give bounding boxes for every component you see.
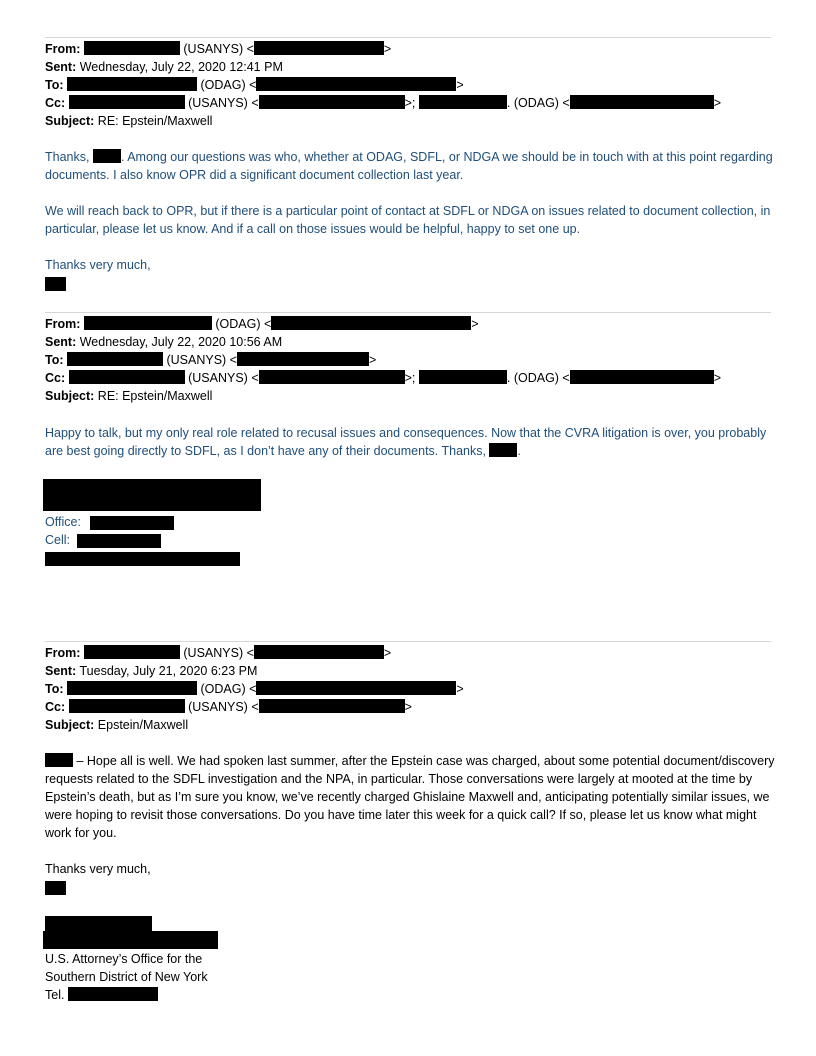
redaction — [67, 77, 197, 91]
from-line: From: (USANYS) < > — [45, 646, 392, 660]
signature-redaction — [45, 881, 66, 895]
office-line: Office: — [45, 515, 81, 529]
signoff: Thanks very much, — [45, 862, 151, 876]
to-line: To: (ODAG) < > — [45, 682, 464, 696]
redaction — [271, 316, 471, 330]
message-paragraph: Happy to talk, but my only real role related to recusal issues and consequences. Now that the CVRA litigation is over, you probably are best going directly to SDFL, as I don’t have any of their documents. Thanks, . — [45, 426, 767, 458]
redaction — [259, 95, 405, 109]
from-line: From: (ODAG) < > — [45, 317, 479, 331]
message-paragraph: We will reach back to OPR, but if there is a particular point of contact at SDFL or NDGA on issues related to document collection, in particular, please let us know. And if a call on those issues would be helpful, happy to set one up. — [45, 204, 771, 236]
redaction — [45, 552, 240, 566]
redaction — [254, 41, 384, 55]
redaction — [93, 149, 121, 163]
redaction — [256, 77, 456, 91]
message-paragraph: Thanks, . Among our questions was who, whether at ODAG, SDFL, or NDGA we should be in touch with at this point regarding documents. I also know OPR did a significant document collection last year. — [45, 150, 773, 182]
cc-line: Cc: (USANYS) < >; . (ODAG) < > — [45, 96, 722, 110]
redaction — [84, 316, 212, 330]
sent-line: Sent: Wednesday, July 22, 2020 12:41 PM — [45, 60, 283, 74]
redaction — [69, 699, 185, 713]
redaction — [77, 534, 161, 548]
signature-name-redaction — [43, 479, 261, 511]
to-line: To: (ODAG) < > — [45, 78, 464, 92]
to-line: To: (USANYS) < > — [45, 353, 377, 367]
sent-line: Sent: Wednesday, July 22, 2020 10:56 AM — [45, 335, 283, 349]
redaction — [84, 645, 180, 659]
signature-redaction — [45, 277, 66, 291]
redaction — [419, 370, 507, 384]
redaction — [259, 370, 405, 384]
redaction — [45, 753, 73, 767]
header-divider — [45, 641, 771, 642]
redaction — [68, 987, 158, 1001]
redaction — [254, 645, 384, 659]
header-divider — [45, 312, 771, 313]
redaction — [237, 352, 369, 366]
redaction — [67, 352, 163, 366]
redaction — [570, 370, 714, 384]
signature-office: U.S. Attorney’s Office for the — [45, 952, 203, 966]
cell-line: Cell: — [45, 533, 71, 547]
signoff: Thanks very much, — [45, 258, 151, 272]
signature-district: Southern District of New York — [45, 970, 208, 984]
redaction — [84, 41, 180, 55]
redaction — [259, 699, 405, 713]
header-divider — [45, 37, 771, 38]
redaction — [570, 95, 714, 109]
sent-line: Sent: Tuesday, July 21, 2020 6:23 PM — [45, 664, 258, 678]
redaction — [69, 95, 185, 109]
tel-line: Tel. — [45, 986, 158, 1004]
signature-title-redaction — [43, 931, 218, 949]
redaction — [256, 681, 456, 695]
redaction — [90, 516, 174, 530]
subject-line: Subject: RE: Epstein/Maxwell — [45, 389, 213, 403]
signature-name-redaction — [45, 916, 152, 932]
cc-line: Cc: (USANYS) < > — [45, 700, 412, 714]
redaction — [67, 681, 197, 695]
redaction — [419, 95, 507, 109]
redaction — [489, 443, 517, 457]
message-paragraph: – Hope all is well. We had spoken last summer, after the Epstein case was charged, about some potential document/discovery requests related to the SDFL investigation and the NPA, in particular. Those conversations were largely at mooted at the time by Epstein’s death, but as I’m sure you know, we’ve recently charged Ghislaine Maxwell and, anticipating potentially similar issues, we were hoping to revisit those conversations. Do you have time later this week for a quick call? If so, please let us know what might work for you. — [45, 754, 775, 840]
subject-line: Subject: RE: Epstein/Maxwell — [45, 114, 213, 128]
cc-line: Cc: (USANYS) < >; . (ODAG) < > — [45, 371, 722, 385]
from-line: From: (USANYS) < > — [45, 42, 392, 56]
subject-line: Subject: Epstein/Maxwell — [45, 718, 189, 732]
redaction — [69, 370, 185, 384]
